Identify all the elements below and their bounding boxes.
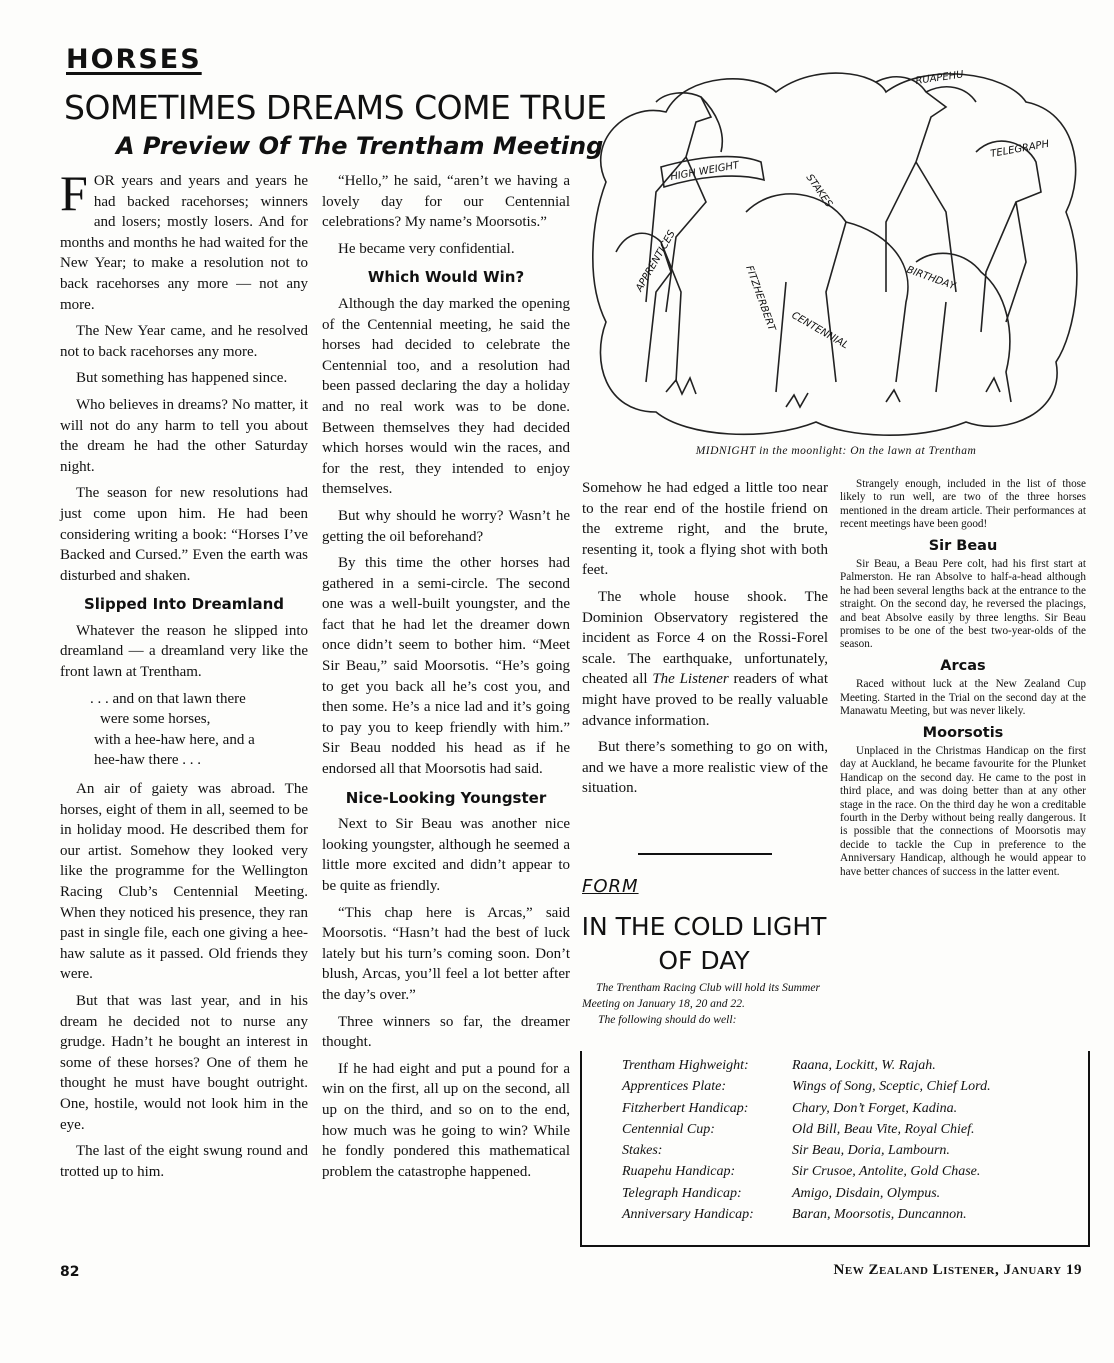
illus-label: STAKES — [803, 172, 835, 210]
paragraph: Three winners so far, the dreamer thought. — [322, 1013, 570, 1051]
tip-race: Telegraph Handicap: — [622, 1185, 742, 1201]
page-number: 82 — [60, 1264, 80, 1280]
publication-title: The Listener — [652, 671, 729, 688]
illus-label: BIRTHDAY — [904, 264, 957, 293]
illus-label: RUAPEHU — [914, 69, 965, 87]
paragraph: Whatever the reason he slipped into dreamland — a dreamland very like the front lawn at Trentham. — [60, 622, 308, 681]
paragraph: But something has happened since. — [76, 370, 288, 387]
paragraph-text: readers of what might have proved to be really valuable advance information. — [582, 671, 828, 729]
tip-row — [622, 1098, 991, 1119]
paragraph: The last of the eight swung round and trotted up to him. — [60, 1143, 308, 1180]
horse-shape — [646, 93, 711, 312]
tip-race: Stakes: — [622, 1143, 663, 1159]
sidebar-intro: Strangely enough, included in the list of those likely to run well, are two of the three horses mentioned in the dream article. Their performances at recent meetings have been good! — [840, 478, 1086, 531]
sidebar-text: Sir Beau, a Beau Pere colt, had his first start at Palmerston. He ran Absolve to half-a-head although he had been several lengths back at the entrance to the straight. On the second day, he reversed the placings, and beat Absolve easily by three lengths. Sir Beau promises to be one of the best two-year-olds of the season. — [840, 558, 1086, 651]
verse-line: with a hee-haw here, and a — [94, 731, 255, 748]
form-intro — [582, 980, 832, 1028]
paragraph: But there’s something to go on with, and we have a more realistic view of the situation. — [582, 739, 828, 797]
section-tag: HORSES — [66, 44, 202, 75]
form-tag: FORM — [582, 876, 639, 897]
illus-label: HIGH WEIGHT — [669, 160, 740, 183]
grass — [666, 378, 1000, 407]
illus-label: FITZHERBERT — [743, 264, 778, 333]
paragraph: “This chap here is Arcas,” said Moorsotis. “Hasn’t had the best of luck lately but his turn’s coming soon. Don’t blush, Arcas, you’ll feel a lot better after the day’s over.” — [322, 904, 570, 1003]
tip-horses: Chary, Don’t Forget, Kadina. — [792, 1100, 958, 1116]
paragraph — [582, 587, 828, 731]
verse-line: . . . and on that lawn there — [90, 690, 246, 707]
article-column-3 — [582, 478, 828, 805]
horse-shape — [976, 141, 1041, 332]
publication-footer: New Zealand Listener, January 19 — [833, 1262, 1082, 1278]
tip-race: Centennial Cup: — [622, 1121, 715, 1137]
form-intro-text: The Trentham Racing Club will hold its Summer Meeting on January 18, 20 and 22. — [582, 981, 821, 1010]
verse-line: hee-haw there . . . — [94, 752, 202, 769]
tip-race: Ruapehu Handicap: — [622, 1164, 736, 1180]
headline: SOMETIMES DREAMS COME TRUE — [64, 88, 607, 127]
divider — [638, 853, 772, 855]
paragraph: Somehow he had edged a little too near to the rear end of the hostile friend on the extreme right, and the brute, resenting it, took a flying shot with both feet. — [582, 480, 828, 579]
tip-race: Anniversary Handicap: — [622, 1207, 754, 1223]
tip-horses: Sir Crusoe, Antolite, Gold Chase. — [792, 1164, 981, 1180]
paragraph: If he had eight and put a pound for a win on the first, all up on the second, all up on the third, and so on to the end, how much was he going to win? While he fondly pondered this mathematical problem the catastrophe happened. — [322, 1060, 570, 1180]
horse-shape — [746, 194, 908, 392]
tip-race: Fitzherbert Handicap: — [622, 1100, 749, 1116]
tip-race: Apprentices Plate: — [622, 1079, 727, 1095]
tip-horses: Old Bill, Beau Vite, Royal Chief. — [792, 1121, 975, 1137]
sidebar-heading: Sir Beau — [928, 537, 998, 554]
tip-horses: Wings of Song, Sceptic, Chief Lord. — [792, 1079, 991, 1095]
paragraph-text: The whole house shook. The Dominion Observatory registered the incident as Force 4 on the Rossi-Forel scale. The earthquake, unfortunately, cheated all — [582, 588, 828, 688]
paragraph: Who believes in dreams? No matter, it will not do any harm to tell you about the dream he had the other Saturday night. — [60, 396, 308, 475]
horse-shape — [701, 97, 722, 152]
paragraph: “Hello,” he said, “aren’t we having a lovely day for our Centennial celebrations? My name’s Moorsotis.” — [322, 173, 570, 231]
sidebar-heading: Moorsotis — [922, 724, 1004, 741]
horse-shape — [926, 87, 976, 102]
illus-label: CENTENNIAL — [789, 310, 851, 352]
paragraph: He became very confidential. — [338, 240, 515, 257]
illus-label: TELEGRAPH — [989, 138, 1051, 160]
paragraph: Although the day marked the opening of the Centennial meeting, he said the horses had decided to celebrate the Centennial too, and a resolution had been passed declaring the day a holiday and no real work was to be done. Between themselves they had decided which horses would win the races, and for the rest, they intended to enjoy themselves. — [322, 295, 570, 498]
tip-row — [622, 1055, 991, 1076]
tip-row — [622, 1183, 991, 1204]
form-heading-line: OF DAY — [658, 946, 750, 975]
drop-cap: F — [60, 165, 88, 221]
sidebar-column — [840, 478, 1086, 883]
tip-horses: Amigo, Disdain, Olympus. — [792, 1185, 941, 1201]
subhead: A Preview Of The Trentham Meeting — [116, 132, 604, 160]
tip-row — [622, 1140, 991, 1161]
opening-paragraph — [60, 165, 308, 315]
tip-row — [622, 1161, 991, 1182]
horses-illustration — [586, 62, 1086, 442]
form-follow-text: The following should do well: — [598, 1013, 737, 1026]
paragraph: But that was last year, and in his dream he decided not to nurse any grudge. Hadn’t he bought an interest in some of these horses? One of them he thought he must have bought outright. One, hostile, would not look him in the eye. — [60, 992, 308, 1133]
tips-box — [580, 1051, 1090, 1247]
illustration-caption: MIDNIGHT in the moonlight: On the lawn at Trentham — [695, 445, 977, 457]
paragraph: An air of gaiety was abroad. The horses, eight of them in all, seemed to be in holiday mood. He described them for our artist. Somehow they looked very like the programme for the Wellington Racing Club’s Centennial Meeting. When they noticed his presence, they ran past in single file, each one giving a hee-haw salute as it passed. Old friends they were. — [60, 781, 308, 983]
tip-horses: Sir Beau, Doria, Lambourn. — [792, 1143, 950, 1159]
sidebar-heading: Arcas — [940, 657, 986, 674]
sidebar-text: Raced without luck at the New Zealand Cup Meeting. Started in the Trial on the second day at the Manawatu Meeting, but was never likely. — [840, 678, 1086, 718]
subheading: Nice-Looking Youngster — [345, 788, 547, 807]
tips-list — [622, 1055, 991, 1225]
tip-horses: Baran, Moorsotis, Duncannon. — [792, 1207, 967, 1223]
verse — [90, 689, 308, 771]
form-heading-line: IN THE COLD LIGHT — [581, 912, 827, 941]
form-heading — [578, 910, 830, 978]
tip-row — [622, 1204, 991, 1225]
horse-shape — [616, 233, 681, 382]
horse-shape — [876, 77, 956, 292]
sidebar-text: Unplaced in the Christmas Handicap on the first day at Auckland, he became favourite for the Plunket Handicap on the second day. He came to the post in third place, and was doing better than at any other stage in the race. On the third day he won a creditable fourth in the Derby without being really dangerous. It is possible that the connections of Moorsotis may decide to tackle the Cup in preference to the Anniversary Handicap, although he would appear to have better chances of success in the latter event. — [840, 744, 1086, 878]
article-column-2 — [322, 171, 570, 1188]
paragraph: The New Year came, and he resolved not to back racehorses any more. — [60, 323, 308, 360]
subheading: Slipped Into Dreamland — [83, 595, 285, 614]
paragraph: But why should he worry? Wasn’t he getting the oil beforehand? — [322, 507, 570, 545]
illus-label: APPRENTICES — [634, 228, 678, 294]
paragraph: The season for new resolutions had just come upon him. He had been considering writing a book: “Horses I’ve Backed and Cursed.” Even the earth was disturbed and shaken. — [60, 485, 308, 584]
tip-row — [622, 1076, 991, 1097]
paragraph-text: OR years and years and years he had backed racehorses; winners and losers; mostly losers. And for months and months he had waited for the New Year; to make a resolution not to back racehorses any more — not any more. — [60, 173, 308, 313]
paragraph: By this time the other horses had gathered in a semi-circle. The second one was a well-built youngster, and the fact that he had let the dreamer down once didn’t seem to bother him. “Meet Sir Beau,” said Moorsotis. “He’s going to get you back all he’s cost you, and then some. He’s a nice lad and it’s going to pay you to keep friendly with him.” Sir Beau nodded his head as if he endorsed all that Moorsotis had said. — [322, 555, 570, 778]
tip-race: Trentham Highweight: — [622, 1058, 749, 1073]
tip-row — [622, 1119, 991, 1140]
article-column-1 — [60, 165, 308, 1188]
paragraph: Next to Sir Beau was another nice looking youngster, although he seemed a little more excited and didn’t appear to be quite as friendly. — [322, 816, 570, 894]
tip-horses: Raana, Lockitt, W. Rajah. — [792, 1058, 936, 1073]
verse-line: were some horses, — [100, 711, 211, 728]
subheading: Which Would Win? — [367, 268, 525, 287]
